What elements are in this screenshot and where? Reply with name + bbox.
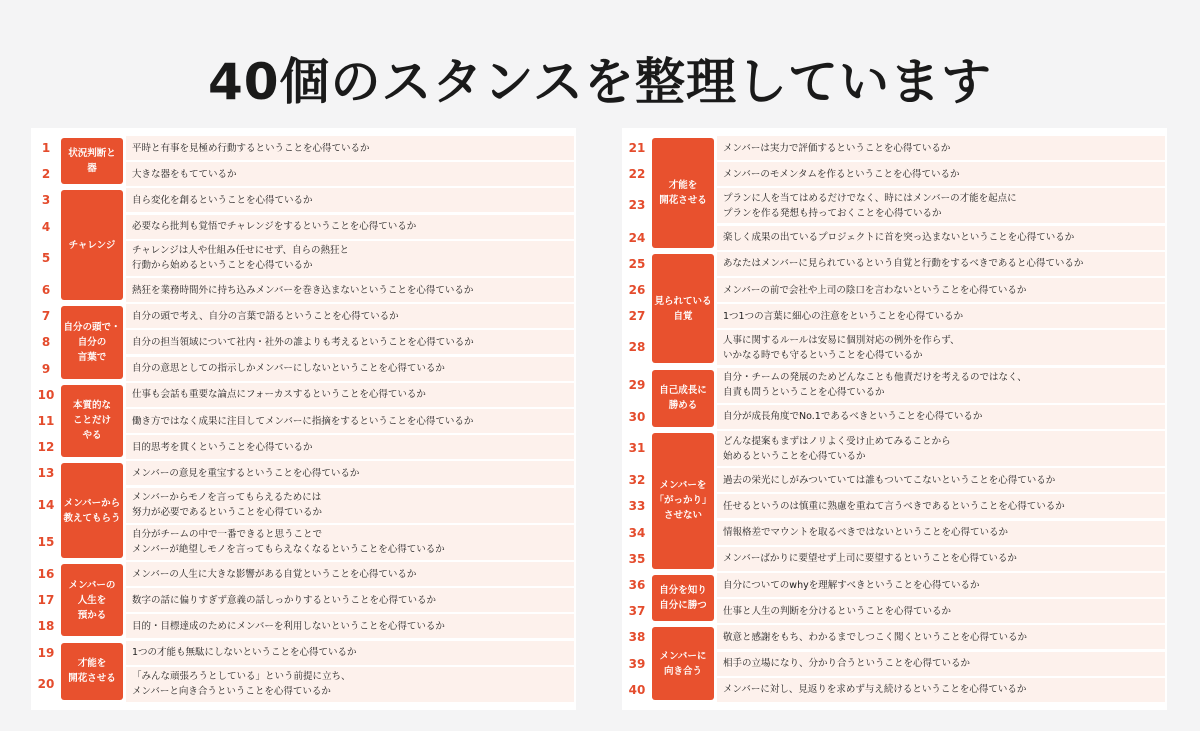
statement-line: 楽しく成果の出ているプロジェクトに首を突っ込まないということを心得ているか (723, 232, 1075, 244)
category-label-line: 預かる (77, 609, 107, 621)
statement-line: 自責も問うということを心得ているか (723, 387, 885, 399)
statement-line: 仕事も会話も重要な論点にフォーカスするということを心得ているか (132, 389, 426, 401)
statement-line: 情報格差でマウントを取るべきではないということを心得ているか (723, 527, 1009, 539)
statement-line: 仕事と人生の判断を分けるということを心得ているか (723, 605, 952, 617)
category-label-line: 自覚 (673, 310, 693, 322)
statement-line: メンバーのモメンタムを作るということを心得ているか (723, 168, 960, 180)
stance-table-left (31, 128, 576, 710)
category-label-line: 器 (87, 163, 97, 175)
stance-statement (132, 219, 572, 234)
stance-statement (723, 141, 1163, 156)
stance-statement (723, 230, 1163, 245)
stance-number: 6 (41, 283, 51, 297)
statement-line: 自分・チームの発展のためどんなことも他責だけを考えるのではなく、 (723, 372, 1027, 384)
statement-line: メンバーの前で会社や上司の陰口を言わないということを心得ているか (723, 284, 1027, 296)
stance-statement (723, 191, 1163, 221)
category-label (61, 138, 123, 184)
stance-number: 8 (41, 335, 51, 350)
statement-line: 1つの才能も無駄にしないということを心得ているか (132, 647, 357, 659)
statement-line: 1つ1つの言葉に細心の注意をということを心得ているか (723, 310, 964, 322)
stance-statement (132, 141, 572, 156)
stance-number: 5 (41, 250, 51, 265)
statement-line: 努力が必要であるということを心得ているか (132, 507, 323, 519)
stance-number: 27 (628, 309, 646, 324)
statement-line: 平時と有事を見極め行動するということを心得ているか (132, 142, 370, 154)
stance-statement (132, 387, 572, 402)
stance-statement (132, 619, 572, 634)
category-label-line: 自分の頭で・ (63, 321, 121, 333)
stance-number: 37 (628, 604, 646, 619)
category-label (652, 254, 714, 364)
stance-number: 1 (41, 141, 51, 155)
stance-number: 12 (37, 440, 55, 455)
stance-number: 26 (628, 283, 646, 297)
statement-line: メンバーからモノを言ってもらえるためには (132, 492, 322, 504)
category-label (652, 575, 714, 621)
category-label-line: 人生を (77, 594, 107, 606)
stance-statement (132, 335, 572, 350)
statement-line: メンバーの意見を重宝するということを心得ているか (132, 467, 360, 479)
stance-statement (723, 256, 1163, 271)
category-label-line: やる (82, 430, 102, 442)
stance-statement (723, 473, 1163, 488)
statement-line: チャレンジは人や仕組み任せにせず、自らの熱狂と (132, 245, 349, 257)
category-label (61, 643, 123, 700)
statement-line: 自分が成長角度でNo.1であるべきということを心得ているか (723, 411, 983, 423)
stance-number: 28 (628, 340, 646, 355)
category-label (61, 306, 123, 378)
stance-statement (132, 167, 572, 182)
stance-number: 10 (37, 387, 55, 402)
category-label (61, 190, 123, 300)
statement-line: 目的・目標達成のためにメンバーを利用しないということを心得ているか (132, 620, 445, 632)
stance-statement (723, 434, 1163, 464)
statement-line: メンバーばかりに要望せず上司に要望するということを心得ているか (723, 553, 1017, 565)
category-label (652, 370, 714, 427)
stance-statement (132, 414, 572, 429)
category-label (652, 627, 714, 699)
stance-statement (132, 440, 572, 455)
category-label-line: 開花させる (659, 194, 707, 206)
stance-statement (132, 669, 572, 699)
stance-number: 4 (41, 219, 51, 234)
stance-number: 38 (628, 630, 646, 645)
stance-number: 39 (628, 656, 646, 671)
statement-line: 自ら変化を創るということを心得ているか (132, 194, 313, 206)
statement-line: メンバーが絶望しモノを言ってもらえなくなるということを心得ているか (132, 544, 445, 556)
statement-line: プランに人を当てはめるだけでなく、時にはメンバーの才能を起点に (723, 192, 1017, 204)
statement-line: プランを作る発想も持っておくことを心得ているか (723, 207, 942, 219)
stance-statement (723, 656, 1163, 671)
stance-statement (723, 283, 1163, 298)
stance-statement (723, 333, 1163, 363)
category-label-line: 「がっかり」 (654, 495, 712, 507)
stance-number: 19 (37, 645, 55, 660)
category-label (61, 385, 123, 457)
statement-line: 敬意と感謝をもち、わかるまでしつこく聞くということを心得ているか (723, 631, 1028, 643)
category-label-line: 見られている (654, 295, 712, 307)
stance-statement (132, 490, 572, 520)
category-label-line: ことだけ (72, 415, 111, 427)
stance-number: 30 (628, 409, 646, 424)
category-label-line: 向き合う (663, 665, 702, 677)
statement-line: 始めるということを心得ているか (723, 450, 866, 462)
stance-number: 32 (628, 473, 646, 488)
stance-number: 18 (37, 619, 55, 634)
stance-statement (132, 593, 572, 608)
statement-line: 「みんな頑張ろうとしている」という前提に立ち、 (132, 671, 351, 683)
category-label-line: メンバーから (63, 497, 121, 509)
statement-line: 行動から始めるということを心得ているか (132, 260, 313, 272)
category-label-line: 自己成長に (659, 385, 707, 397)
stance-statement (132, 309, 572, 324)
stance-statement (723, 682, 1163, 697)
stance-number: 15 (37, 534, 55, 549)
stance-number: 7 (41, 309, 51, 324)
stance-number: 14 (37, 497, 55, 512)
stance-number: 34 (628, 525, 646, 540)
stance-number: 2 (41, 167, 51, 182)
statement-line: 自分の意思としての指示しかメンバーにしないということを心得ているか (132, 363, 445, 375)
statement-line: 数字の話に偏りすぎず意義の話しっかりするということを心得ているか (132, 594, 437, 606)
category-label (61, 564, 123, 636)
category-label (652, 433, 714, 569)
stance-number: 29 (628, 377, 646, 392)
category-label-line: 勝める (668, 400, 698, 412)
stance-statement (723, 525, 1163, 540)
stance-number: 20 (37, 676, 55, 691)
stance-number: 31 (628, 441, 646, 455)
statement-line: 自分の頭で考え、自分の言葉で語るということを心得ているか (132, 310, 399, 322)
page-title: 40個のスタンスを整理しています (207, 53, 993, 111)
statement-line: 目的思考を貫くということを心得ているか (132, 441, 313, 453)
statement-line: 働き方ではなく成果に注目してメンバーに指摘をするということを心得ているか (132, 415, 474, 427)
stance-table-right (622, 128, 1167, 710)
category-label (61, 463, 123, 557)
category-label-line: メンバーを (659, 480, 707, 492)
category-label-line: メンバーに (659, 650, 707, 662)
statement-line: メンバーの人生に大きな影響がある自覚ということを心得ているか (132, 568, 417, 580)
category-label-line: 教えてもらう (63, 512, 121, 524)
stance-statement (132, 283, 572, 298)
statement-line: あなたはメンバーに見られているという自覚と行動をするべきであると心得ているか (723, 258, 1084, 270)
stance-statement (723, 167, 1163, 182)
stance-number: 16 (37, 567, 55, 581)
category-label-line: 自分の (77, 336, 107, 348)
category-label-line: 才能を (77, 658, 107, 670)
statement-line: メンバーは実力で評価するということを心得ているか (723, 142, 951, 154)
stance-number: 17 (37, 593, 55, 608)
statement-line: いかなる時でも守るということを心得ているか (723, 349, 923, 361)
statement-line: 任せるというのは慎重に熟慮を重ねて言うべきであるということを心得ているか (723, 500, 1065, 512)
stance-number: 25 (628, 256, 646, 271)
statement-line: 相手の立場になり、分かり合うということを心得ているか (723, 658, 971, 670)
stance-number: 24 (628, 230, 646, 245)
stance-statement (723, 370, 1163, 400)
stance-statement (132, 466, 572, 481)
stance-number: 35 (628, 551, 646, 566)
stance-statement (132, 243, 572, 273)
category-label-line: 本質的な (72, 400, 111, 412)
stance-number: 36 (628, 578, 646, 592)
category-label-line: 開花させる (68, 673, 116, 685)
statement-line: 人事に関するルールは安易に個別対応の例外を作らず、 (723, 334, 960, 346)
statement-line: 熱狂を業務時間外に持ち込みメンバーを巻き込まないということを心得ているか (132, 284, 474, 296)
statement-line: メンバーと向き合うということを心得ているか (132, 686, 331, 698)
statement-line: 過去の栄光にしがみついていては誰もついてこないということを心得ているか (723, 474, 1056, 486)
statement-line: 自分がチームの中で一番できると思うことで (132, 529, 323, 541)
stance-statement (723, 630, 1163, 645)
stance-number: 22 (628, 167, 646, 182)
stance-statement (132, 527, 572, 557)
stance-number: 3 (41, 193, 51, 208)
category-label-line: 言葉で (77, 351, 107, 363)
stance-statement (723, 551, 1163, 566)
stance-number: 40 (628, 682, 646, 697)
statement-line: 大きな器をもてているか (132, 168, 237, 180)
category-label-line: させない (663, 510, 702, 522)
category-label-line: 自分を知り (659, 585, 707, 597)
stance-statement (132, 645, 572, 660)
stance-number: 9 (41, 361, 51, 376)
stance-number: 21 (628, 141, 646, 155)
stance-statement (723, 409, 1163, 424)
stance-statement (723, 578, 1163, 593)
category-label-line: チャレンジ (68, 239, 116, 251)
stance-statement (132, 193, 572, 208)
stance-statement (723, 499, 1163, 514)
category-label (652, 138, 714, 248)
statement-line: メンバーに対し、見返りを求めず与え続けるということを心得ているか (723, 684, 1027, 696)
stance-number: 23 (628, 198, 646, 213)
statement-line: 必要なら批判も覚悟でチャレンジをするということを心得ているか (132, 221, 417, 233)
category-label-line: 自分に勝つ (659, 600, 707, 612)
stance-statement (132, 361, 572, 376)
stance-number: 33 (628, 499, 646, 514)
stance-statement (132, 567, 572, 582)
statement-line: どんな提案もまずはノリよく受け止めてみることから (723, 435, 951, 447)
statement-line: 自分の担当領域について社内・社外の誰よりも考えるということを心得ているか (132, 336, 474, 348)
category-label-line: 状況判断と (68, 148, 116, 160)
category-label-line: 才能を (668, 179, 698, 191)
stance-statement (723, 604, 1163, 619)
stance-number: 11 (37, 414, 55, 428)
stance-statement (723, 309, 1163, 324)
stance-number: 13 (37, 466, 55, 481)
statement-line: 自分についてのwhyを理解すべきということを心得ているか (723, 579, 980, 591)
category-label-line: メンバーの (68, 579, 116, 591)
